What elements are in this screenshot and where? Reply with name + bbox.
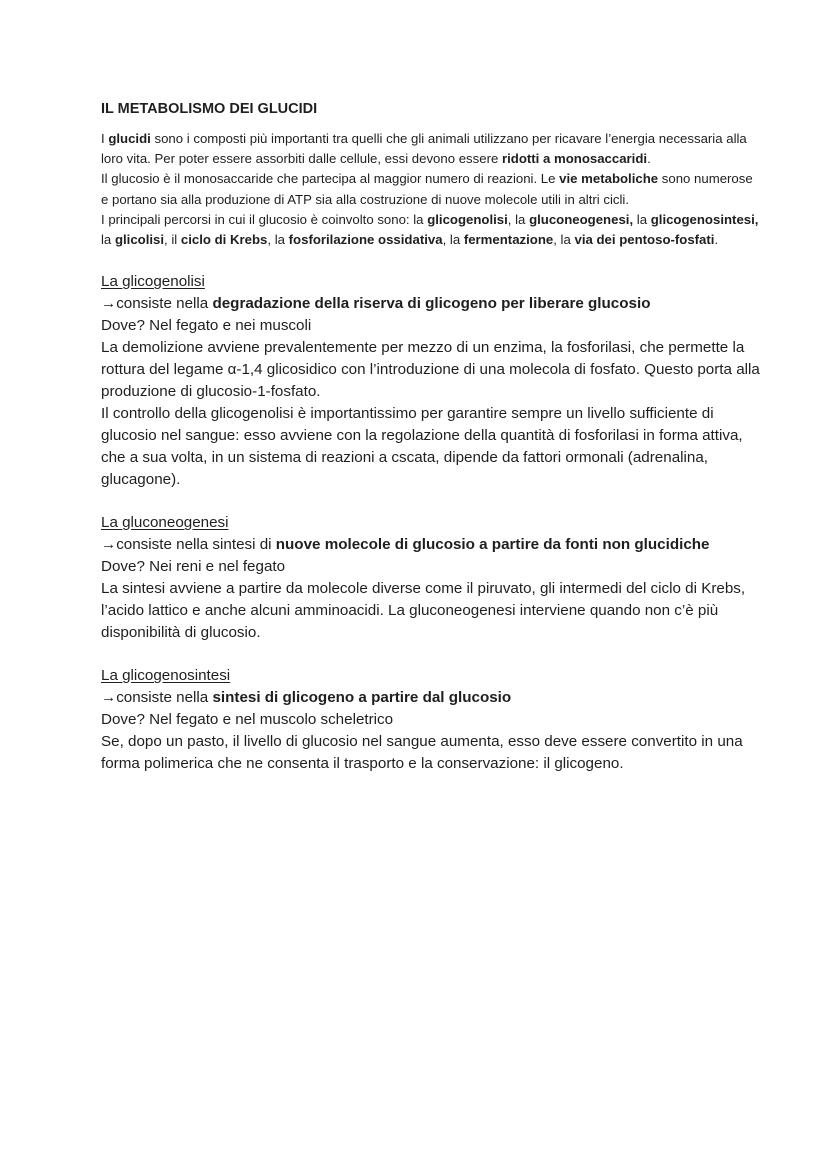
text-run: , la: [267, 232, 289, 248]
text-run: .: [714, 232, 719, 248]
bold-text-run: glicogenolisi: [427, 211, 508, 227]
text-run: , la: [507, 211, 530, 227]
section-heading: La gluconeogenesi: [101, 514, 229, 532]
intro-block: [101, 129, 761, 250]
bold-text-run: nuove molecole di glucosio a partire da fonti non glucidiche: [275, 536, 710, 554]
bold-text-run: glicolisi: [114, 232, 165, 248]
intro-paragraph: [101, 169, 761, 209]
section-definition: [101, 293, 761, 315]
bold-text-run: degradazione della riserva di glicogeno per liberare glucosio: [212, 295, 651, 313]
section-heading: La glicogenosintesi: [101, 667, 231, 685]
page-title: IL METABOLISMO DEI GLUCIDI: [101, 101, 318, 117]
text-run: sono numerose e portano sia alla produzione di ATP sia alla costruzione di nuove molecole utili in altri cicli.: [101, 171, 753, 207]
section-body: La demolizione avviene prevalentemente per mezzo di un enzima, la fosforilasi, che permette la rottura del legame α-1,4 glicosidico con l’introduzione di una molecola di fosfato. Questo porta alla produzione di glucosio-1-fosfato.: [101, 339, 760, 401]
text-run: la: [633, 211, 651, 227]
text-run: →consiste nella: [101, 295, 213, 313]
section-body: Il controllo della glicogenolisi è importantissimo per garantire sempre un livello sufficiente di glucosio nel sangue: esso avviene con la regolazione della quantità di fosforilasi in forma attiva, che a sua volta, in un sistema di reazioni a cscata, dipende da fattori ormonali (adrenalina, glucagone).: [101, 405, 743, 489]
text-run: sono i composti più importanti tra quelli che gli animali utilizzano per ricavare l’energia necessaria alla loro vita. Per poter essere assorbiti dalle cellule, essi devono essere: [101, 131, 747, 167]
section-definition: [101, 534, 761, 556]
section-glicogenolisi: [101, 271, 761, 491]
text-run: →consiste nella sintesi di: [101, 536, 276, 554]
section-body: La sintesi avviene a partire da molecole diverse come il piruvato, gli intermedi del ciclo di Krebs, l’acido lattico e anche alcuni amminoacidi. La gluconeogenesi interviene quando non c’è più disponibilità di glucosio.: [101, 580, 746, 642]
text-run: →consiste nella: [101, 689, 213, 707]
section-definition: [101, 687, 761, 709]
text-run: la: [101, 232, 115, 248]
section-body: Se, dopo un pasto, il livello di glucosio nel sangue aumenta, esso deve essere convertito in una forma polimerica che ne consenta il trasporto e la conservazione: il glicogeno.: [101, 733, 743, 773]
document-page: [101, 99, 761, 775]
section-heading: La glicogenolisi: [101, 273, 205, 291]
section-location: Dove? Nei reni e nel fegato: [101, 558, 286, 576]
bold-text-run: fermentazione: [463, 232, 554, 248]
text-run: , la: [553, 232, 575, 248]
bold-text-run: fosforilazione ossidativa: [288, 232, 443, 248]
section-glicogenosintesi: [101, 665, 761, 775]
bold-text-run: glicogenosintesi,: [650, 211, 759, 227]
section-location: Dove? Nel fegato e nel muscolo scheletrico: [101, 711, 394, 729]
text-run: , il: [164, 232, 181, 248]
text-run: I principali percorsi in cui il glucosio è coinvolto sono: la: [101, 211, 428, 227]
text-run: I: [101, 131, 109, 146]
text-run: .: [647, 151, 651, 167]
section-gluconeogenesi: [101, 512, 761, 644]
section-location: Dove? Nel fegato e nei muscoli: [101, 317, 312, 335]
bold-text-run: ridotti a monosaccaridi: [501, 151, 648, 167]
text-run: , la: [442, 232, 464, 248]
text-run: Il glucosio è il monosaccaride che partecipa al maggior numero di reazioni. Le: [101, 171, 560, 187]
bold-text-run: ciclo di Krebs: [180, 232, 268, 248]
bold-text-run: gluconeogenesi,: [529, 211, 634, 227]
bold-text-run: sintesi di glicogeno a partire dal glucosio: [212, 689, 512, 707]
bold-text-run: glucidi: [108, 131, 151, 146]
bold-text-run: via dei pentoso-fosfati: [574, 232, 715, 248]
bold-text-run: vie metaboliche: [559, 171, 659, 187]
intro-paragraph: [101, 129, 761, 169]
intro-paragraph: [101, 210, 761, 250]
